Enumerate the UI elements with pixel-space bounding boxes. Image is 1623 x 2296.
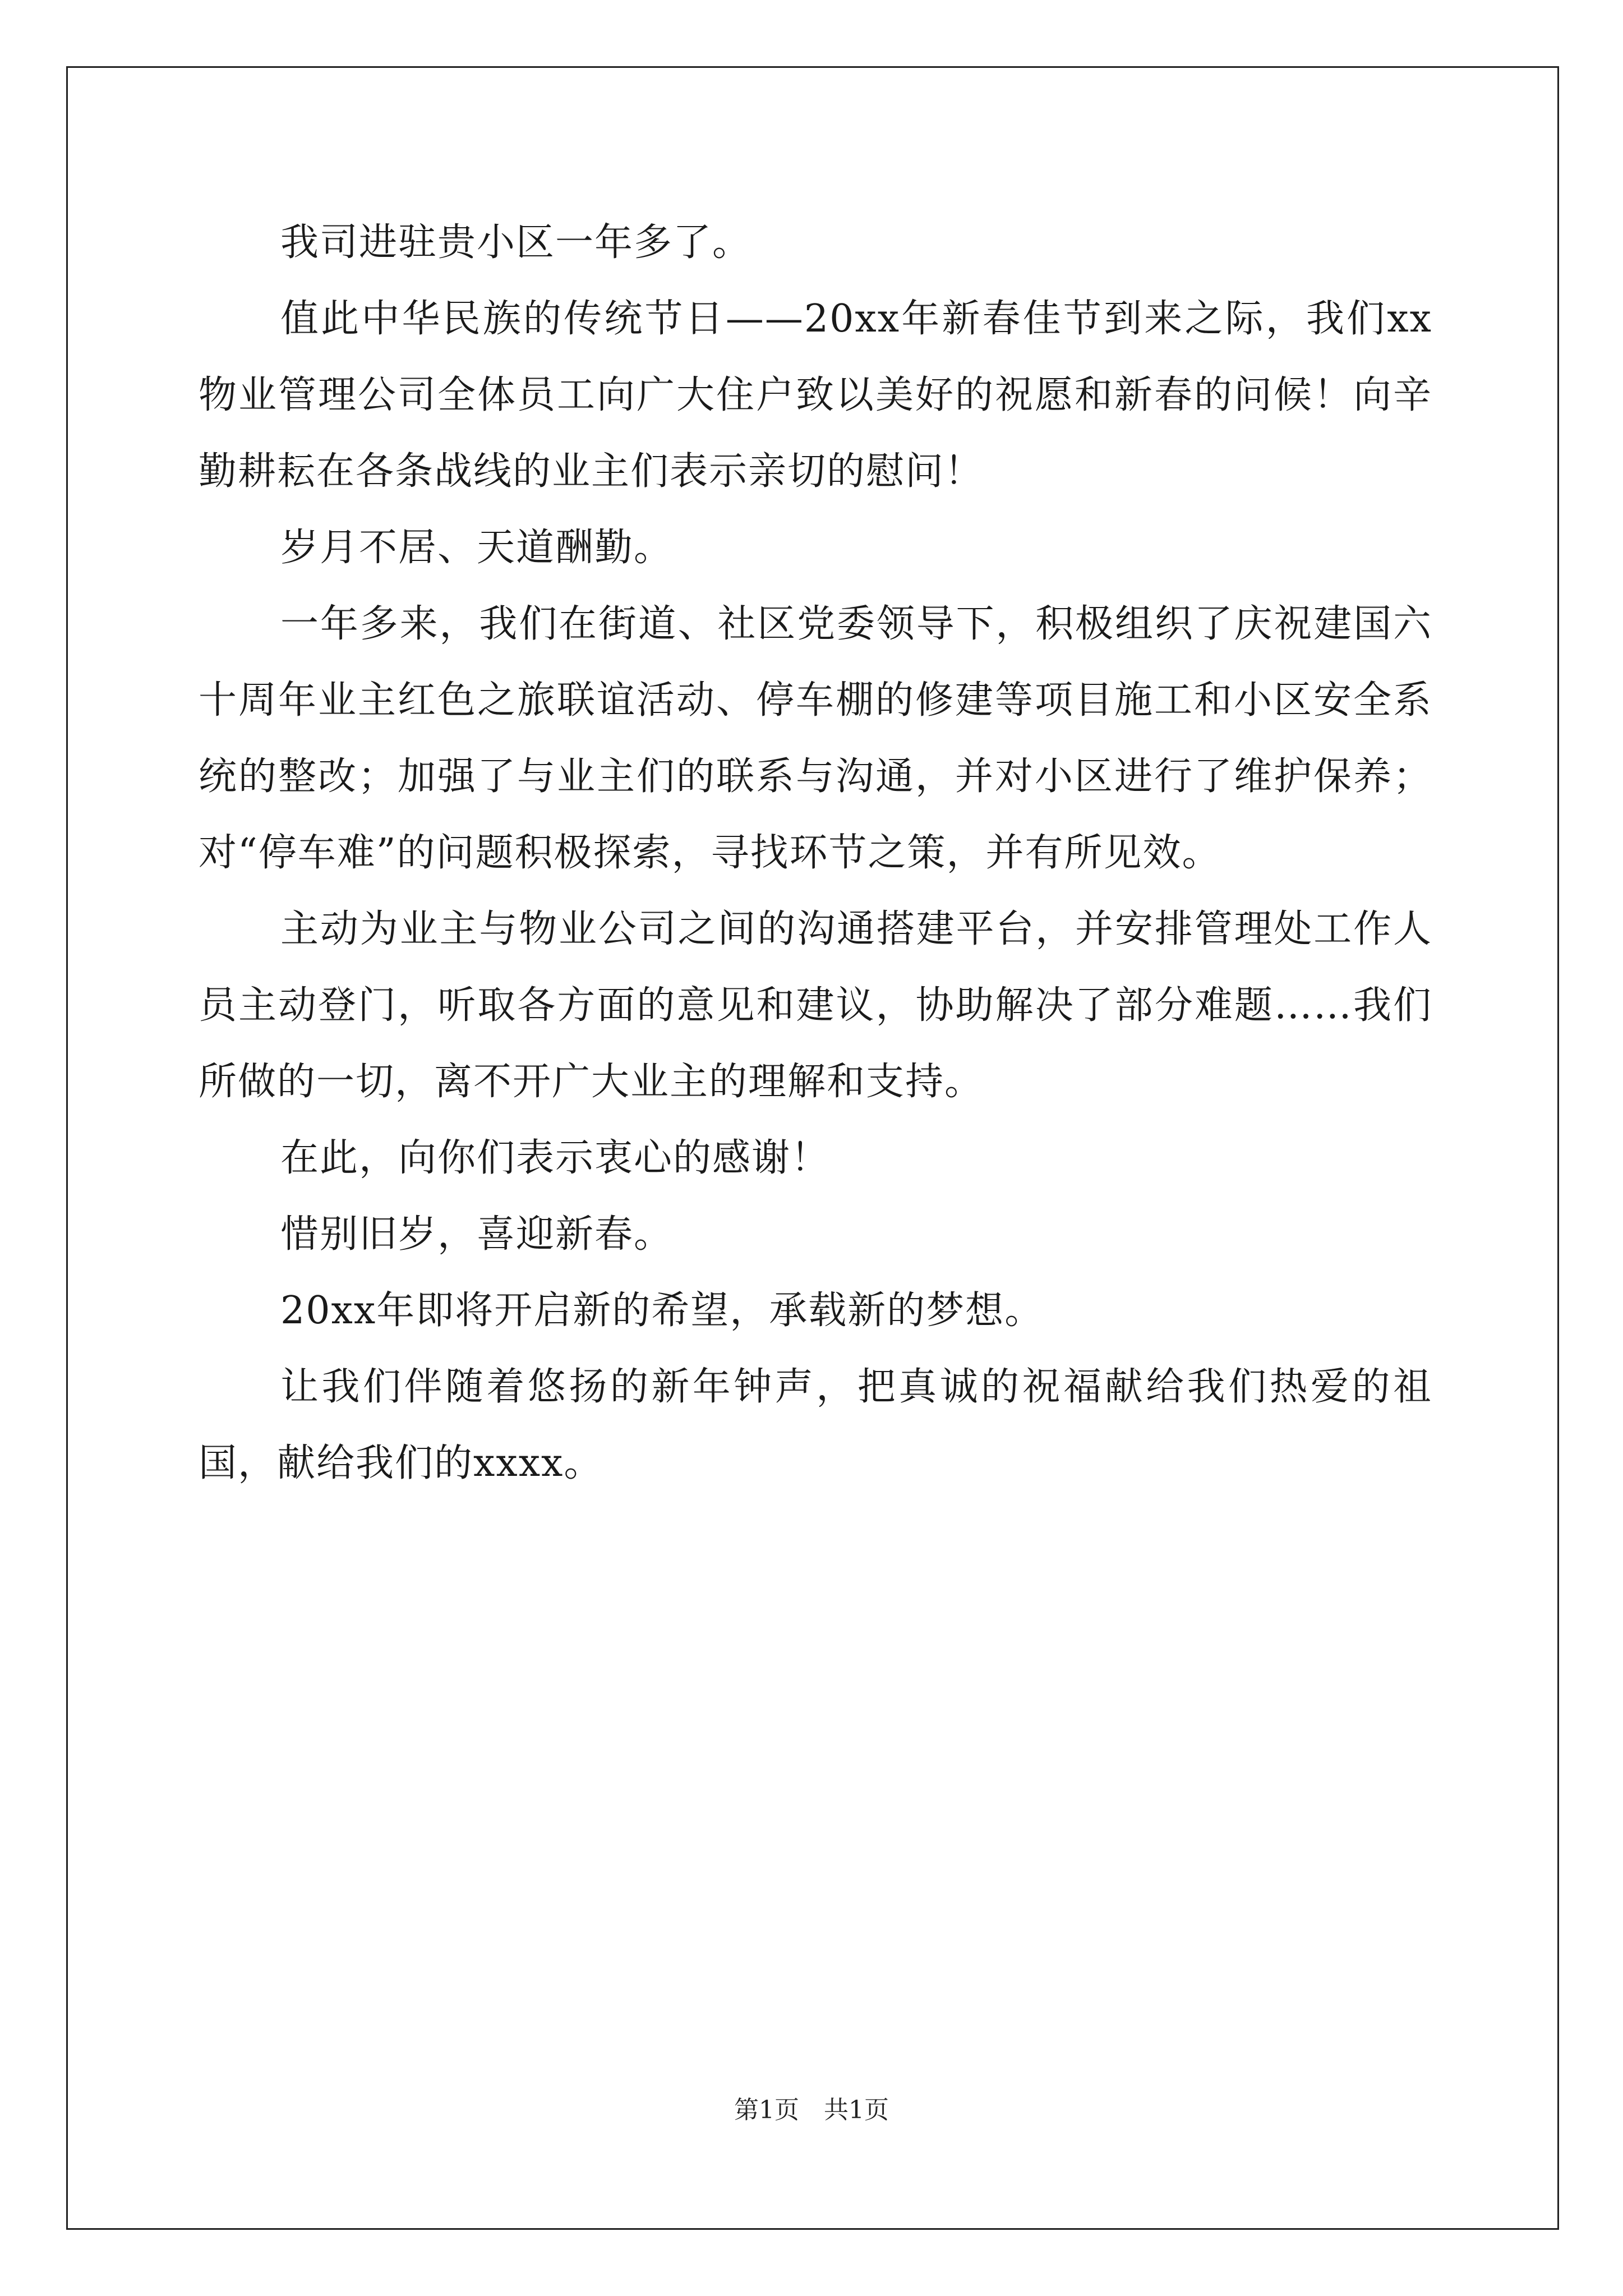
document-body <box>199 205 1432 1502</box>
paragraph-7: 惜别旧岁，喜迎新春。 <box>280 1212 674 1257</box>
paragraph-9: 让我们伴随着悠扬的新年钟声，把真诚的祝福献给我们热爱的祖国，献给我们的xxxx。 <box>199 1365 1432 1485</box>
paragraph-5: 主动为业主与物业公司之间的沟通搭建平台，并安排管理处工作人员主动登门，听取各方面的意见和建议，协助解决了部分难题……我们所做的一切，离不开广大业主的理解和支持。 <box>199 907 1432 1104</box>
paragraph-3: 岁月不居、天道酬勤。 <box>280 526 674 570</box>
paragraph-6: 在此，向你们表示衷心的感谢！ <box>280 1136 831 1180</box>
paragraph-8: 20xx年即将开启新的希望，承载新的梦想。 <box>280 1289 1044 1333</box>
paragraph-1: 我司进驻贵小区一年多了。 <box>280 220 752 265</box>
page-number-footer: 第1页 共1页 <box>734 2096 889 2124</box>
paragraph-2: 值此中华民族的传统节日——20xx年新春佳节到来之际，我们xx物业管理公司全体员工向广大住户致以美好的祝愿和新春的问候！向辛勤耕耘在各条战线的业主们表示亲切的慰问！ <box>199 297 1432 494</box>
paragraph-4: 一年多来，我们在街道、社区党委领导下，积极组织了庆祝建国六十周年业主红色之旅联谊活动、停车棚的修建等项目施工和小区安全系统的整改；加强了与业主们的联系与沟通，并对小区进行了维护保养；对“停车难”的问题积极探索，寻找环节之策，并有所见效。 <box>199 602 1432 875</box>
